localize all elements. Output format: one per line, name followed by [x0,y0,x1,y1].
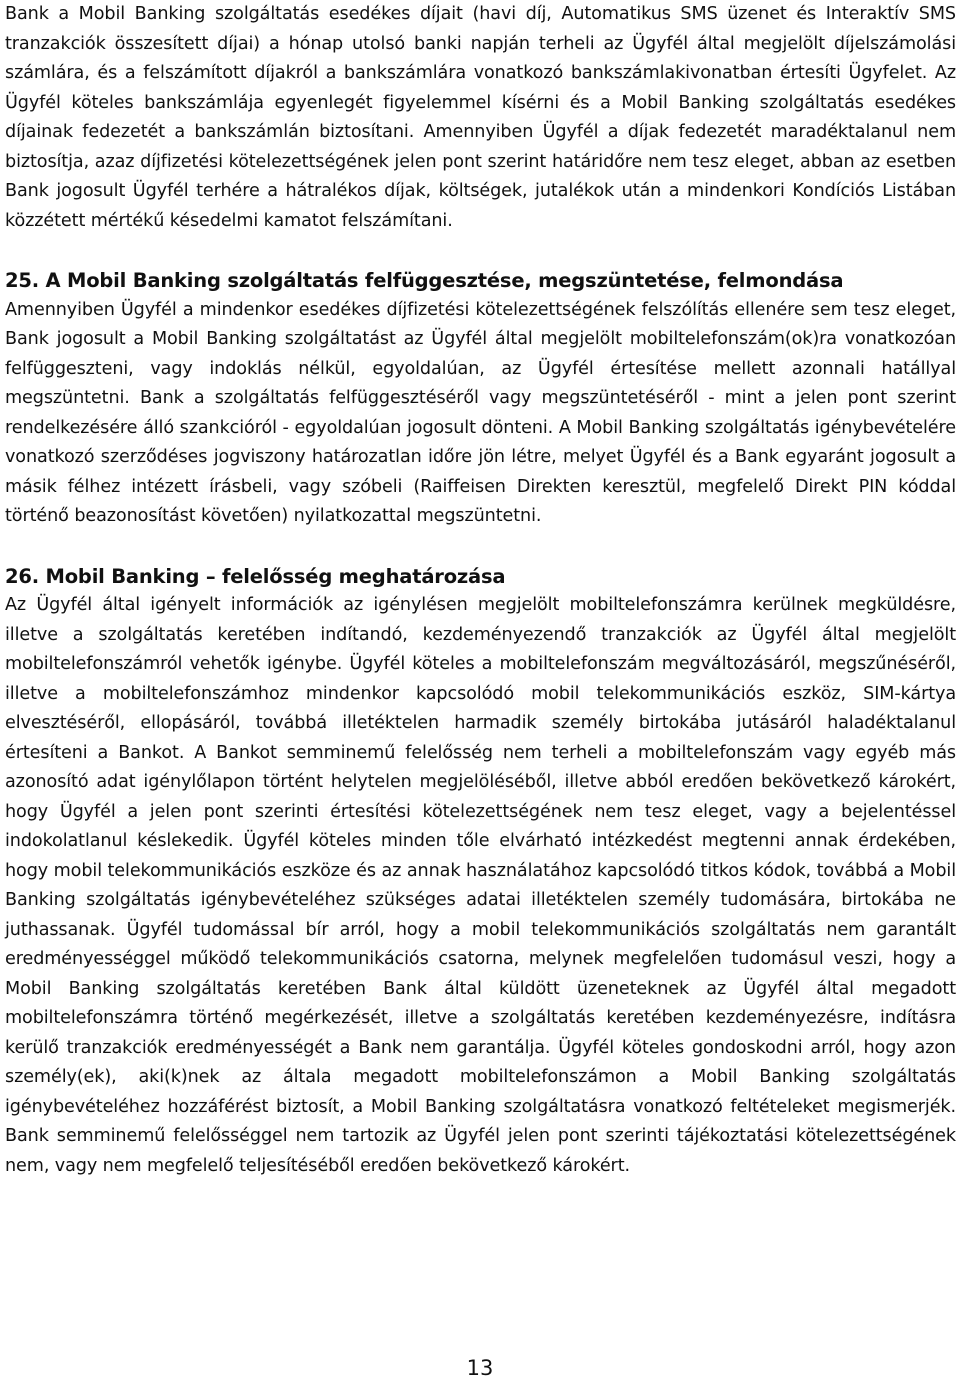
document-body [5,0,956,1181]
section-25-paragraph: Amennyiben Ügyfél a mindenkor esedékes díjfizetési kötelezettségének felszólítás ellenére sem tesz eleget, Bank jogosult a Mobil Banking szolgáltatást az Ügyfél által megjelölt mobiltelefonszám(ok)ra vonatkozóan felfüggeszteni, vagy indoklás nélkül, egyoldalúan, az Ügyfél értesítése mellett azonnali hatállyal megszüntetni. Bank a szolgáltatás felfüggesztéséről vagy megszüntetéséről - mint a jelen pont szerint rendelkezésére álló szankcióról - egyoldalúan jogosult dönteni. A Mobil Banking szolgáltatás igénybevételére vonatkozó szerződéses jogviszony határozatlan időre jön létre, melyet Ügyfél és a Bank egyaránt jogosult a másik félhez intézett írásbeli, vagy szóbeli (Raiffeisen Direkten keresztül, megfelelő Direkt PIN kóddal történő beazonosítást követően) nyilatkozattal megszüntetni. [5,299,956,526]
section-26-paragraph: Az Ügyfél által igényelt információk az igénylésen megjelölt mobiltelefonszámra kerülnek megküldésre, illetve a szolgáltatás keretében indítandó, kezdeményezendő tranzakciók az Ügyfél által megjelölt mobiltelefonszámról vehetők igénybe. Ügyfél köteles a mobiltelefonszám megváltozásáról, megszűnéséről, illetve a mobiltelefonszámhoz mindenkor kapcsolódó mobil telekommunikációs eszköz, SIM-kártya elvesztéséről, ellopásáról, továbbá illetéktelen harmadik személy birtokába jutásáról haladéktalanul értesíteni a Bankot. A Bankot semminemű felelősség nem terheli a mobiltelefonszám vagy egyéb más azonosító adat igénylőlapon történt helytelen megjelöléséből, illetve abból eredően bekövetkező károkért, hogy Ügyfél a jelen pont szerinti értesítési kötelezettségének nem tesz eleget, vagy a bejelentéssel indokolatlanul késlekedik. Ügyfél köteles minden tőle elvárható intézkedést megtenni annak érdekében, hogy mobil telekommunikációs eszköze és az annak használatához kapcsolódó titkos kódok, továbbá a Mobil Banking szolgáltatás igénybevételéhez szükséges adatai illetéktelen személy tudomására, birtokába ne juthassanak. Ügyfél tudomással bír arról, hogy a mobil telekommunikációs szolgáltatás nem garantált eredményességgel működő telekommunikációs csatorna, melynek megfelelően tudomásul veszi, hogy a Mobil Banking szolgáltatás keretében Bank által küldött üzeneteknek az Ügyfél által megadott mobiltelefonszámra történő megérkezését, illetve a szolgáltatás keretében kezdeményezésre, indításra kerülő tranzakciók eredményességét a Bank nem garantálja. Ügyfél köteles gondoskodni arról, hogy azon személy(ek), aki(k)nek az általa megadott mobiltelefonszámon a Mobil Banking szolgáltatás igénybevételéhez hozzáférést biztosít, a Mobil Banking szolgáltatásra vonatkozó feltételeket megismerjék. Bank semminemű felelősséggel nem tartozik az Ügyfél jelen pont szerinti tájékoztatási kötelezettségének nem, vagy nem megfelelő teljesítéséből eredően bekövetkező károkért. [5,595,956,1176]
page-number: 13 [466,1356,494,1380]
intro-paragraph: Bank a Mobil Banking szolgáltatás esedékes díjait (havi díj, Automatikus SMS üzenet és Interaktív SMS tranzakciók összesített díjai) a hónap utolsó banki napján terheli az Ügyfél által megjelölt díjelszámolási számlára, és a felszámított díjakról a bankszámlára vonatkozó bankszámlakivonatban értesíti Ügyfelet. Az Ügyfél köteles bankszámlája egyenlegét figyelemmel kísérni és a Mobil Banking szolgáltatás esedékes díjainak fedezetét a bankszámlán biztosítani. Amennyiben Ügyfél a díjak fedezetét maradéktalanul nem biztosítja, azaz díjfizetési kötelezettségének jelen pont szerint határidőre nem tesz eleget, abban az esetben Bank jogosult Ügyfél terhére a hátralékos díjak, költségek, jutalékok után a mindenkori Kondíciós Listában közzétett mértékű késedelmi kamatot felszámítani. [5,4,956,231]
section-25-heading: 25. A Mobil Banking szolgáltatás felfüggesztése, megszüntetése, felmondása [5,269,844,292]
section-26-heading: 26. Mobil Banking – felelősség meghatározása [5,564,506,588]
